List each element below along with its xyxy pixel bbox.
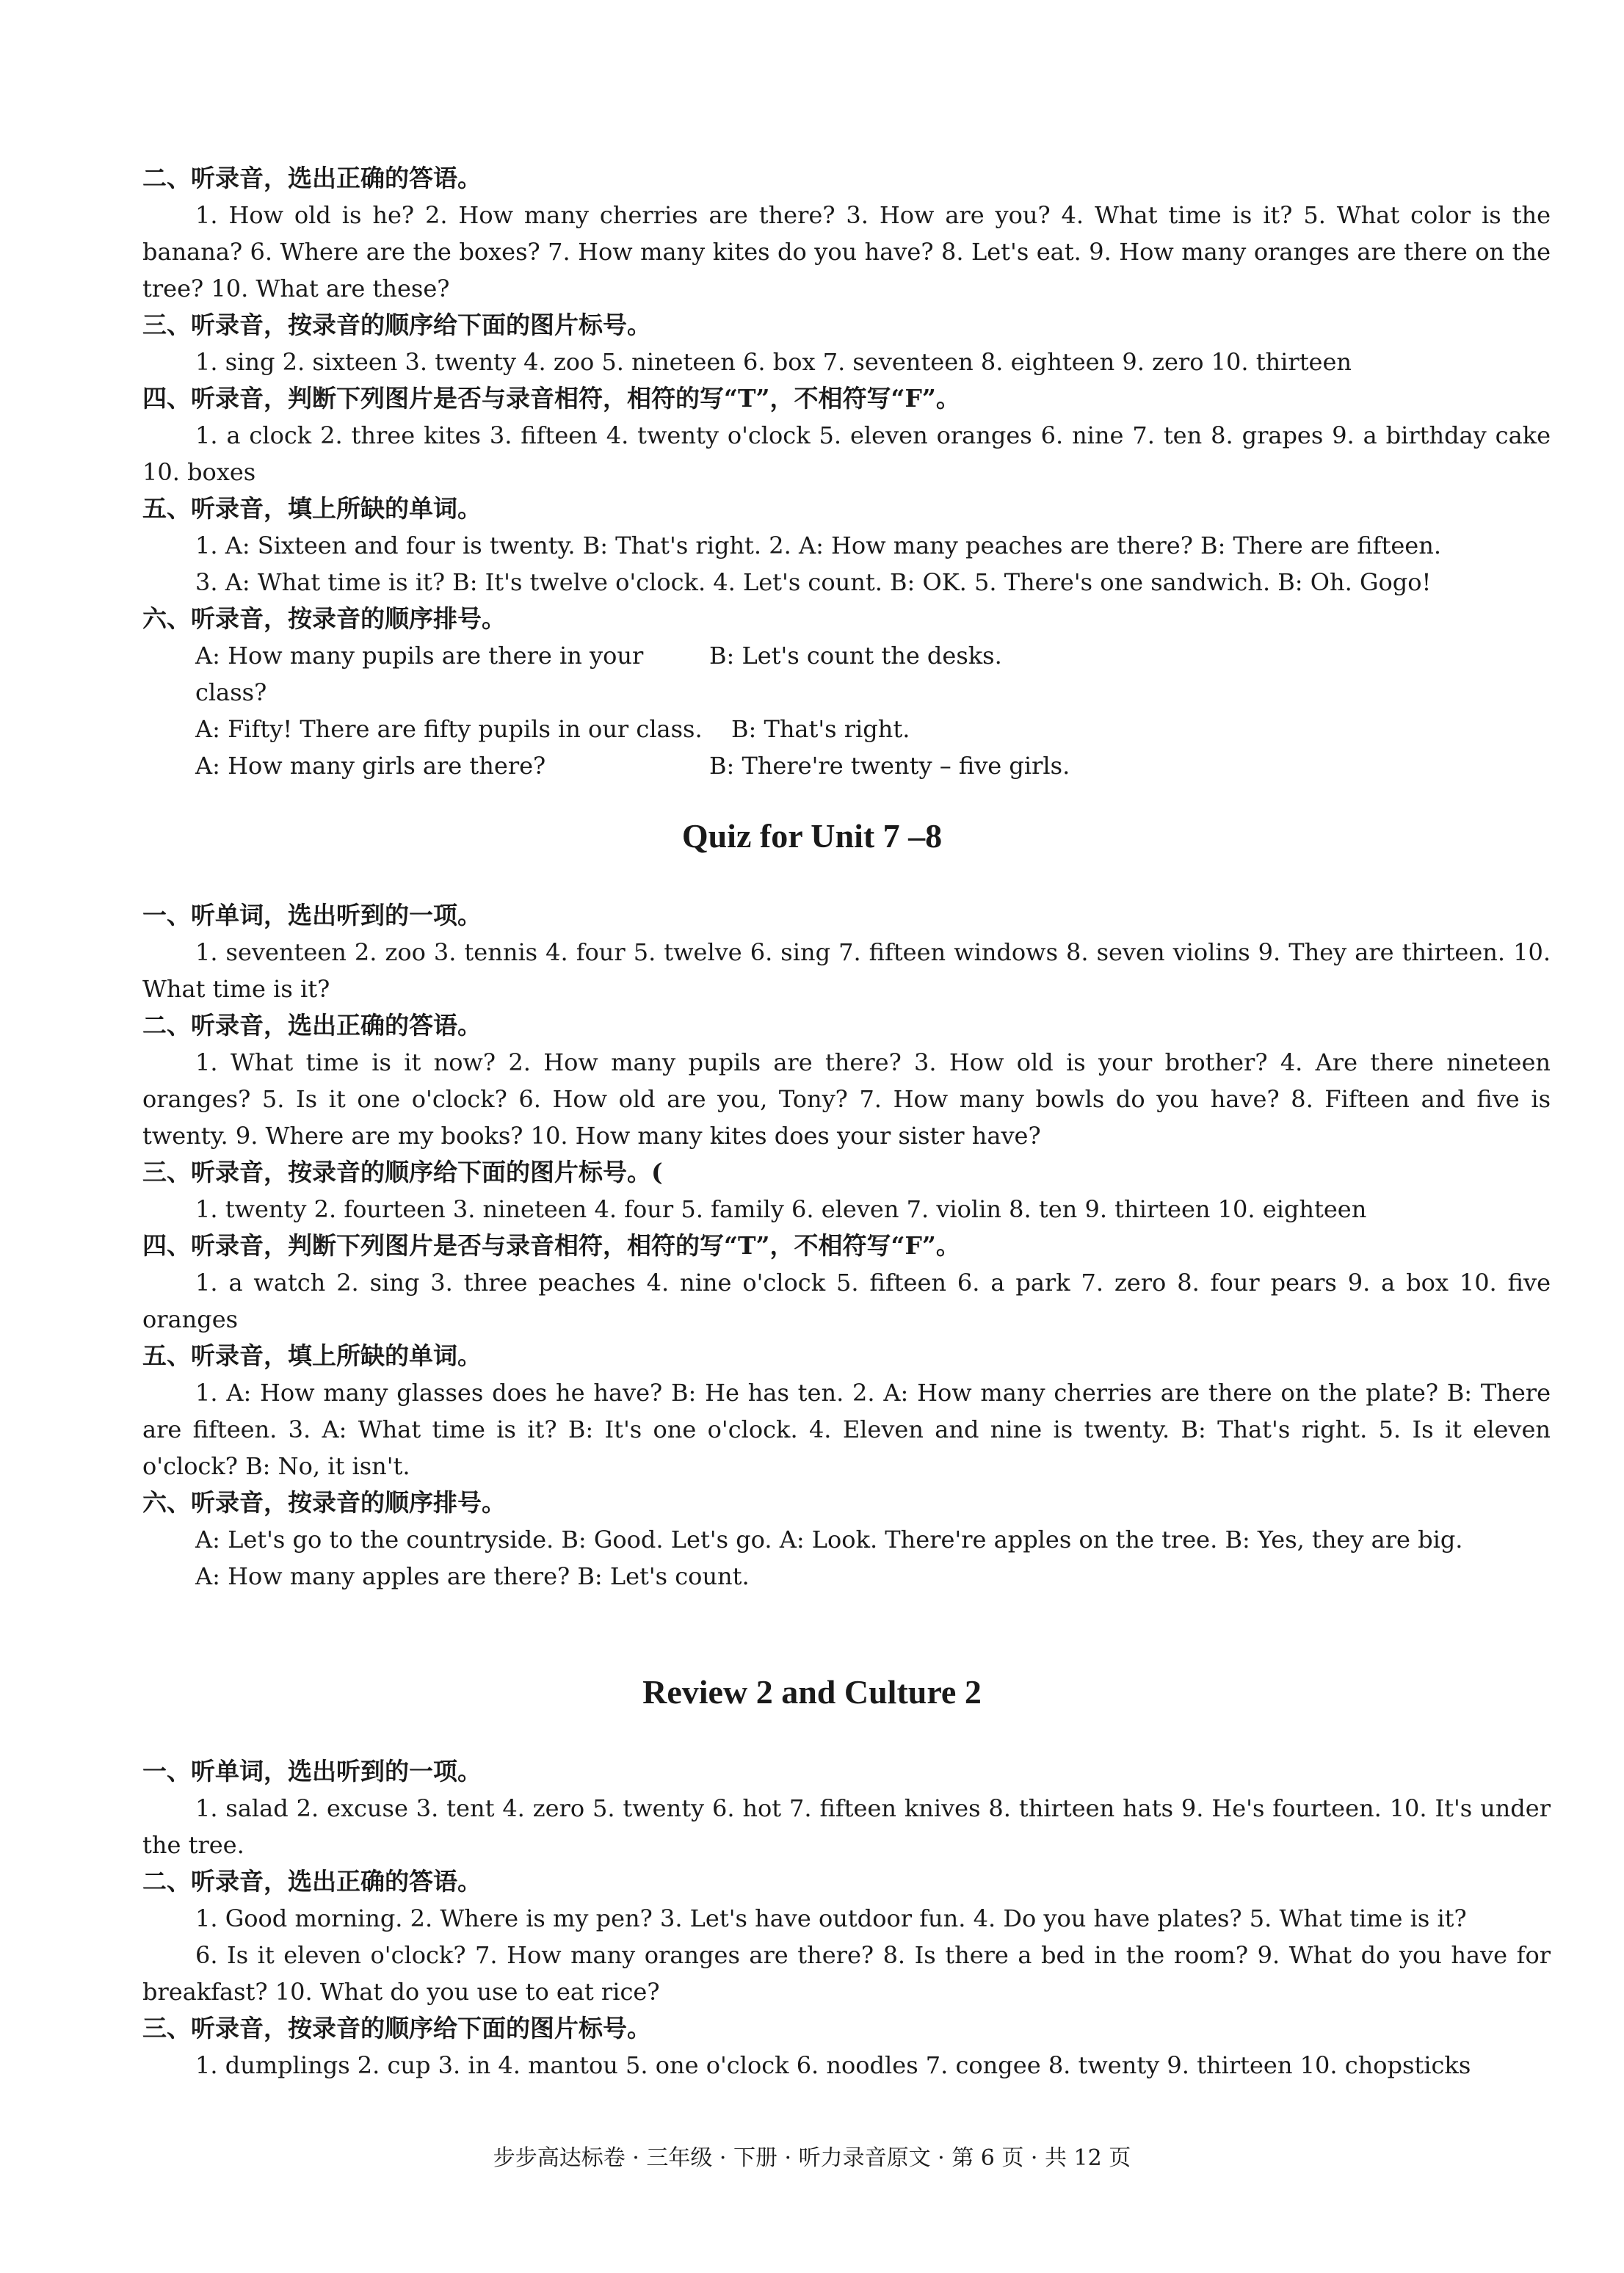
section-text: 1. How old is he? 2. How many cherries are there? 3. How are you? 4. What time is it? 5. What color is the banana? 6. Where are the boxes? 7. How many kites do you have? 8. Let's eat. 9. How many oranges are there on the tree? 10. What are these? bbox=[142, 201, 1551, 302]
section-text: 1. sing 2. sixteen 3. twenty 4. zoo 5. nineteen 6. box 7. seventeen 8. eighteen 9. zero 10. thirteen bbox=[195, 348, 1352, 376]
section-block-1 bbox=[142, 160, 1551, 784]
dialog-b: B: That's right. bbox=[731, 715, 910, 743]
dialog-a: A: Fifty! There are fifty pupils in our class. bbox=[195, 715, 703, 743]
page-footer: 步步高达标卷 · 三年级 · 下册 · 听力录音原文 · 第 6 页 · 共 12 页 bbox=[493, 2145, 1131, 2171]
section-text: 1. Good morning. 2. Where is my pen? 3. Let's have outdoor fun. 4. Do you have plates? 5. What time is it? bbox=[195, 1904, 1467, 1932]
dialog-b: B: Let's count the desks. bbox=[709, 642, 1002, 670]
section-heading: 三、听录音，按录音的顺序给下面的图片标号。 bbox=[142, 2014, 651, 2042]
section-heading: 六、听录音，按录音的顺序排号。 bbox=[142, 604, 506, 633]
section-text: 1. a watch 2. sing 3. three peaches 4. nine o'clock 5. fifteen 6. a park 7. zero 8. four pears 9. a box 10. five oranges bbox=[142, 1269, 1551, 1333]
dialog-a: A: How many girls are there? bbox=[195, 752, 546, 780]
section-text: 1. What time is it now? 2. How many pupils are there? 3. How old is your brother? 4. Are there nineteen oranges? 5. Is it one o'clock? 6. How old are you, Tony? 7. How many bowls do you have? 8. Fifteen and five is twenty. 9. Where are my books? 10. How many kites does your sister have? bbox=[142, 1048, 1551, 1150]
quiz-title: Quiz for Unit 7 –8 bbox=[681, 817, 943, 855]
section-text: 1. seventeen 2. zoo 3. tennis 4. four 5. twelve 6. sing 7. fifteen windows 8. seven violins 9. They are thirteen. 10. What time is it? bbox=[142, 938, 1551, 1003]
dialog-a: A: How many pupils are there in your class? bbox=[195, 642, 644, 706]
section-text: 1. A: How many glasses does he have? B: He has ten. 2. A: How many cherries are there on the plate? B: There are fifteen. 3. A: What time is it? B: It's one o'clock. 4. Eleven and nine is twenty. B: That's right. 5. Is it eleven o'clock? B: No, it isn't. bbox=[142, 1379, 1551, 1480]
section-heading: 二、听录音，选出正确的答语。 bbox=[142, 164, 482, 192]
section-heading: 二、听录音，选出正确的答语。 bbox=[142, 1867, 482, 1896]
section-heading: 四、听录音，判断下列图片是否与录音相符，相符的写“T”，不相符写“F”。 bbox=[142, 1231, 960, 1260]
section-block-review bbox=[142, 1753, 1551, 2084]
section-heading: 五、听录音，填上所缺的单词。 bbox=[142, 1341, 482, 1370]
section-heading: 三、听录音，按录音的顺序给下面的图片标号。 bbox=[142, 311, 651, 339]
section-block-quiz bbox=[142, 897, 1551, 1595]
section-text: 3. A: What time is it? B: It's twelve o'clock. 4. Let's count. B: OK. 5. There's one sandwich. B: Oh. Gogo! bbox=[195, 568, 1432, 596]
section-text: 1. salad 2. excuse 3. tent 4. zero 5. twenty 6. hot 7. fifteen knives 8. thirteen hats 9. He's fourteen. 10. It's under the tree. bbox=[142, 1794, 1551, 1859]
section-heading: 一、听单词，选出听到的一项。 bbox=[142, 901, 482, 929]
dialog-row bbox=[142, 747, 1551, 784]
section-text: A: How many apples are there? B: Let's count. bbox=[195, 1562, 750, 1590]
dialog-row bbox=[142, 637, 1551, 711]
section-heading: 二、听录音，选出正确的答语。 bbox=[142, 1011, 482, 1040]
section-heading: 一、听单词，选出听到的一项。 bbox=[142, 1757, 482, 1786]
dialog-b: B: There're twenty – five girls. bbox=[709, 752, 1070, 780]
dialog-row bbox=[142, 711, 1551, 747]
section-text: 1. twenty 2. fourteen 3. nineteen 4. four 5. family 6. eleven 7. violin 8. ten 9. thirteen 10. eighteen bbox=[195, 1195, 1367, 1223]
section-heading: 六、听录音，按录音的顺序排号。 bbox=[142, 1488, 506, 1517]
review-title: Review 2 and Culture 2 bbox=[642, 1673, 982, 1711]
section-text: 6. Is it eleven o'clock? 7. How many oranges are there? 8. Is there a bed in the room? 9. What do you have for breakfast? 10. What do you use to eat rice? bbox=[142, 1941, 1551, 2006]
section-text: 1. a clock 2. three kites 3. fifteen 4. twenty o'clock 5. eleven oranges 6. nine 7. ten 8. grapes 9. a birthday cake 10. boxes bbox=[142, 421, 1551, 486]
section-heading: 五、听录音，填上所缺的单词。 bbox=[142, 494, 482, 523]
section-text: 1. dumplings 2. cup 3. in 4. mantou 5. one o'clock 6. noodles 7. congee 8. twenty 9. thirteen 10. chopsticks bbox=[195, 2051, 1471, 2079]
section-text: A: Let's go to the countryside. B: Good. Let's go. A: Look. There're apples on the tree. B: Yes, they are big. bbox=[195, 1526, 1463, 1554]
section-text: 1. A: Sixteen and four is twenty. B: That's right. 2. A: How many peaches are there? B: There are fifteen. bbox=[195, 532, 1441, 559]
section-heading: 四、听录音，判断下列图片是否与录音相符，相符的写“T”，不相符写“F”。 bbox=[142, 384, 960, 413]
section-heading: 三、听录音，按录音的顺序给下面的图片标号。( bbox=[142, 1158, 663, 1186]
